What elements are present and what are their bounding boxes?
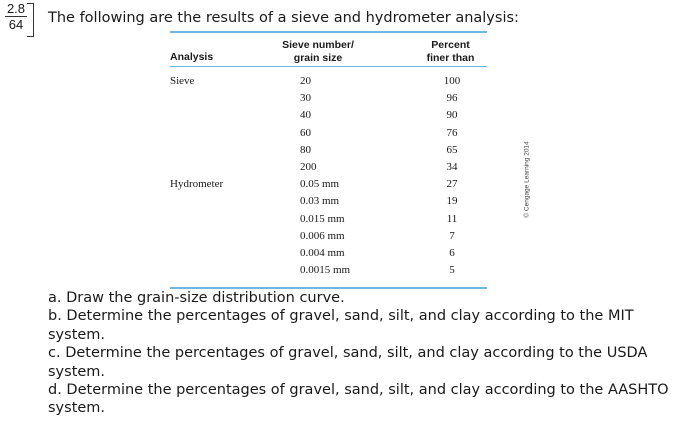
problem-number — [5, 2, 27, 31]
header-percent-finer — [414, 39, 487, 65]
table-header — [170, 33, 487, 66]
cell-percent: 76 — [446, 126, 458, 139]
cell-size: 60 — [300, 126, 311, 139]
cell-percent: 90 — [446, 109, 458, 122]
table-row — [170, 193, 487, 210]
cell-size: 30 — [300, 92, 311, 105]
question-d: d. Determine the percentages of gravel, sand, silt, and clay according to the AASHTO system. — [48, 382, 669, 417]
table-row — [170, 107, 487, 124]
question-b: b. Determine the percentages of gravel, sand, silt, and clay according to the MIT system. — [48, 308, 634, 343]
header-sieve-line2: grain size — [293, 52, 343, 64]
problem-intro: The following are the results of a sieve and hydrometer analysis: — [48, 10, 519, 26]
problem-number-top: 2.8 — [6, 1, 26, 16]
cell-percent: 7 — [449, 229, 455, 242]
cell-size: 40 — [300, 109, 311, 122]
header-sieve-size — [268, 39, 368, 65]
cell-percent: 5 — [449, 264, 455, 277]
cell-percent: 100 — [443, 75, 461, 87]
copyright-credit: © Cengage Learning 2014 — [523, 141, 531, 218]
table-body — [170, 67, 487, 279]
cell-percent: 34 — [446, 160, 458, 173]
cell-analysis: Hydrometer — [170, 178, 224, 191]
cell-percent: 96 — [446, 92, 458, 105]
cell-size: 0.004 mm — [300, 246, 345, 259]
cell-percent: 6 — [449, 246, 455, 259]
cell-size: 0.015 mm — [300, 212, 345, 225]
cell-size: 0.0015 mm — [300, 264, 351, 277]
results-table — [170, 31, 487, 279]
cell-size: 200 — [300, 160, 317, 173]
table-row — [170, 245, 487, 262]
cell-size: 20 — [300, 75, 311, 87]
table-row — [170, 159, 487, 176]
cell-analysis: Sieve — [170, 75, 195, 87]
table-row — [170, 262, 487, 279]
cell-percent: 19 — [446, 195, 458, 208]
table-row — [170, 176, 487, 193]
cell-size: 0.03 mm — [300, 195, 340, 208]
cell-size: 0.05 mm — [300, 178, 340, 191]
question-a: a. Draw the grain-size distribution curve. — [48, 290, 345, 306]
question-c: c. Determine the percentages of gravel, sand, silt, and clay according to the USDA system. — [48, 345, 648, 380]
table-row — [170, 73, 487, 90]
table-row — [170, 211, 487, 228]
cell-size: 0.006 mm — [300, 229, 345, 242]
problem-number-bottom: 64 — [8, 17, 24, 32]
question-list — [48, 289, 680, 418]
table-row — [170, 125, 487, 142]
cell-size: 80 — [300, 143, 311, 156]
cell-percent: 65 — [446, 143, 458, 156]
header-pct-line2: finer than — [426, 52, 475, 64]
cell-percent: 11 — [446, 212, 458, 225]
table-row — [170, 142, 487, 159]
table-row — [170, 90, 487, 107]
cell-percent: 27 — [446, 178, 458, 191]
header-pct-line1: Percent — [431, 39, 470, 51]
problem-bracket — [27, 3, 34, 37]
table-row — [170, 228, 487, 245]
header-analysis: Analysis — [170, 51, 214, 63]
header-sieve-line1: Sieve number/ — [282, 39, 354, 51]
